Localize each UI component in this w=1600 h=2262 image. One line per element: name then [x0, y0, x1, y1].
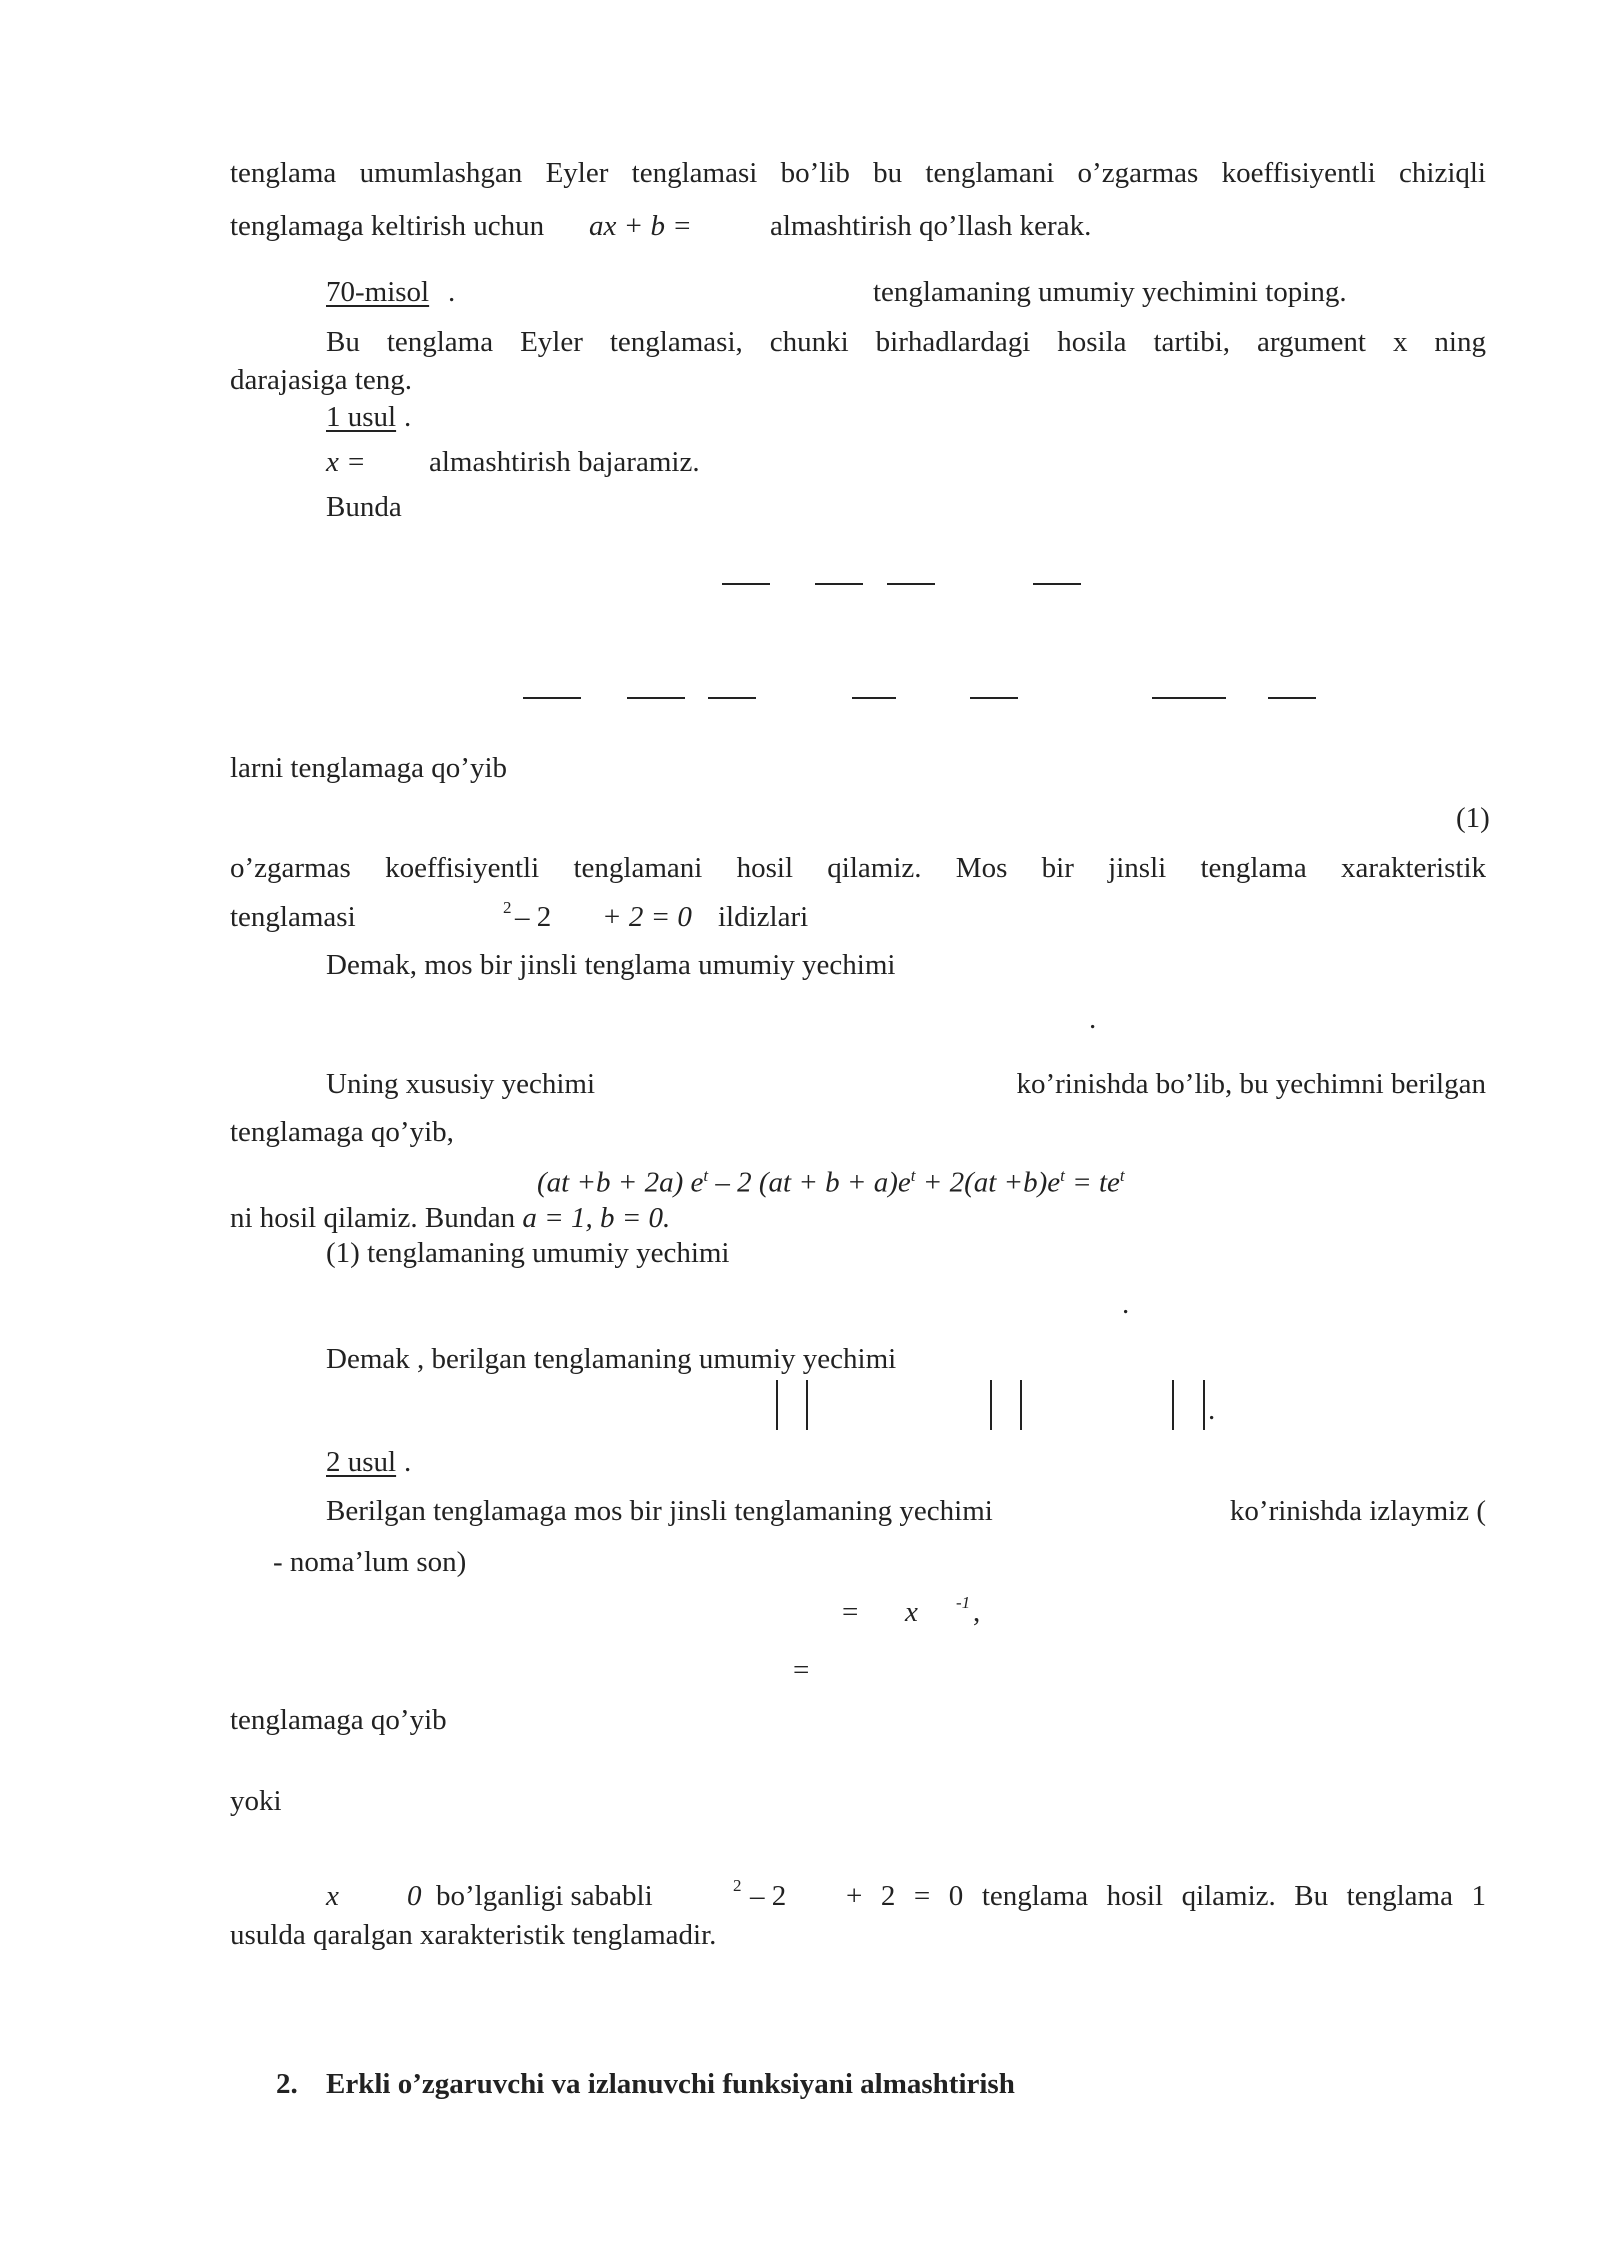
- method-label: 1 usul: [326, 401, 397, 433]
- para-line: + 2 = 0 tenglama hosil qilamiz. Bu tenglama 1: [846, 1880, 1486, 1912]
- para-line: Uning xususiy yechimi: [326, 1068, 596, 1100]
- punctuation: .: [448, 276, 456, 308]
- math-expression: – 2: [515, 901, 552, 933]
- abs-bar: [1020, 1380, 1022, 1430]
- example-label: 70-misol: [326, 276, 430, 308]
- para-line: bo’lganligi sababli: [436, 1880, 653, 1912]
- math-expression: =: [793, 1654, 810, 1686]
- fraction-bar: [627, 697, 685, 699]
- para-line: tenglamaga qo’yib,: [230, 1116, 454, 1148]
- para-line: tenglamasi: [230, 901, 356, 933]
- para-line: Bu tenglama Eyler tenglamasi, chunki birhadlardagi hosila tartibi, argument x ning: [326, 326, 1486, 358]
- math-expression: x: [905, 1596, 918, 1628]
- para-line: larni tenglamaga qo’yib: [230, 752, 508, 784]
- punctuation: .: [404, 1446, 412, 1478]
- abs-bar: [1172, 1380, 1174, 1430]
- punctuation: .: [1122, 1288, 1130, 1320]
- math-expression: x: [326, 1880, 339, 1912]
- abs-bar: [1203, 1380, 1205, 1430]
- punctuation: ,: [973, 1596, 981, 1628]
- para-line: usulda qaralgan xarakteristik tenglamadir.: [230, 1919, 717, 1951]
- para-line: tenglama umumlashgan Eyler tenglamasi bo’lib bu tenglamani o’zgarmas koeffisiyentli chiziqli: [230, 157, 1486, 189]
- para-line: tenglamaga keltirish uchun: [230, 210, 545, 242]
- para-line: (1) tenglamaning umumiy yechimi: [326, 1237, 730, 1269]
- para-line: darajasiga teng.: [230, 364, 412, 396]
- section-number: 2.: [276, 2068, 298, 2100]
- equation-number: (1): [1456, 802, 1490, 834]
- math-expression: + 2 = 0: [602, 901, 692, 933]
- math-expression: – 2: [750, 1880, 787, 1912]
- superscript: -1: [956, 1593, 971, 1612]
- equation: (at +b + 2a) $e^t - 2$ $(at + b + a)e^t + 2(at +b)e^t = te^t$: [537, 1166, 1125, 1199]
- abs-bar: [776, 1380, 778, 1430]
- para-line: ko’rinishda izlaymiz (: [1229, 1495, 1486, 1527]
- para-line: almashtirish qo’llash kerak.: [770, 210, 1092, 242]
- para-line: Bunda: [326, 491, 402, 523]
- fraction-bar: [852, 697, 896, 699]
- fraction-bar: [523, 697, 581, 699]
- para-line: yoki: [230, 1785, 282, 1817]
- math-expression: ax + b =: [589, 210, 692, 242]
- para-line: Demak, mos bir jinsli tenglama umumiy yechimi: [326, 949, 896, 981]
- para-line: o’zgarmas koeffisiyentli tenglamani hosil qilamiz. Mos bir jinsli tenglama xarakteristik: [230, 852, 1486, 884]
- para-line: Berilgan tenglamaga mos bir jinsli tenglamaning yechimi: [326, 1495, 993, 1527]
- punctuation: .: [1208, 1394, 1216, 1426]
- fraction-bar: [815, 583, 863, 585]
- fraction-bar: [970, 697, 1018, 699]
- fraction-bar: [887, 583, 935, 585]
- abs-bar: [990, 1380, 992, 1430]
- para-line: Demak , berilgan tenglamaning umumiy yechimi: [326, 1343, 897, 1375]
- fraction-bar: [1033, 583, 1081, 585]
- para-line: - noma’lum son): [273, 1546, 467, 1578]
- para-line: tenglamaga qo’yib: [230, 1704, 447, 1736]
- math-expression: x =: [326, 446, 366, 478]
- para-line: ni hosil qilamiz. Bundan a = 1, b = 0.: [230, 1202, 671, 1234]
- para-line: ildizlari: [718, 901, 809, 933]
- method-label: 2 usul: [326, 1446, 397, 1478]
- punctuation: .: [404, 401, 412, 433]
- punctuation: .: [1089, 1003, 1097, 1035]
- para-line: ko’rinishda bo’lib, bu yechimni berilgan: [1016, 1068, 1486, 1100]
- fraction-bar: [1268, 697, 1316, 699]
- abs-bar: [806, 1380, 808, 1430]
- fraction-bar: [722, 583, 770, 585]
- math-expression: =: [842, 1596, 859, 1628]
- para-line: tenglamaning umumiy yechimini toping.: [873, 276, 1347, 308]
- superscript: 2: [733, 1876, 742, 1895]
- fraction-bar: [1152, 697, 1226, 699]
- para-line: almashtirish bajaramiz.: [429, 446, 700, 478]
- superscript: 2: [503, 898, 512, 917]
- section-heading: Erkli o’zgaruvchi va izlanuvchi funksiyani almashtirish: [326, 2068, 1015, 2100]
- math-expression: 0: [407, 1880, 422, 1912]
- fraction-bar: [708, 697, 756, 699]
